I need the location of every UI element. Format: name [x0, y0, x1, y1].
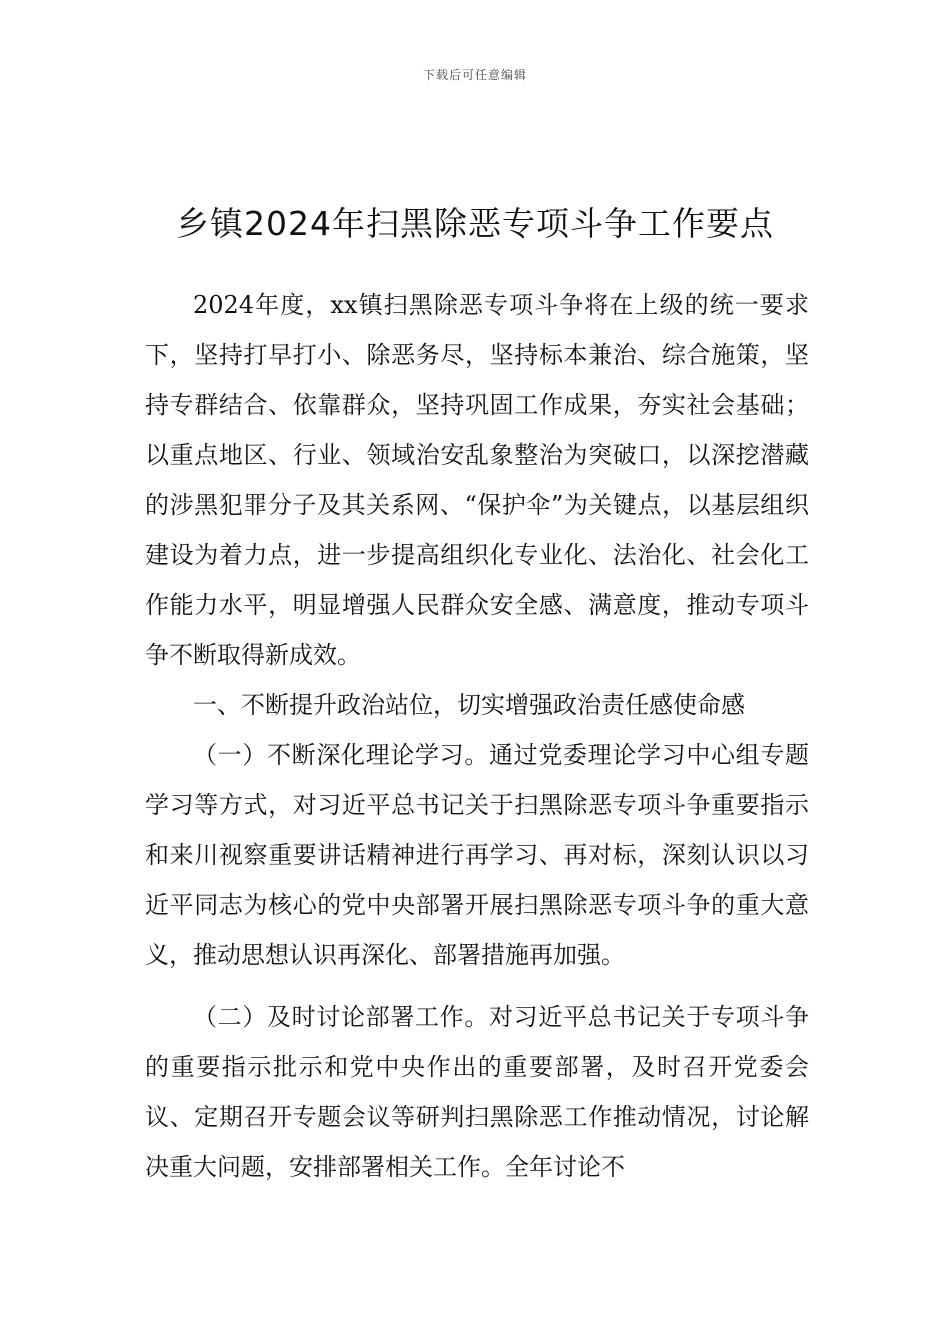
document-title: 乡镇2024年扫黑除恶专项斗争工作要点: [176, 204, 774, 244]
paragraph-intro: 2024年度，xx镇扫黑除恶专项斗争将在上级的统一要求下，坚持打早打小、除恶务尽，坚持标本兼治、综合施策，坚持专群结合、依靠群众，坚持巩固工作成果，夯实社会基础；以重点地区、行业、领域治安乱象整治为突破口，以深挖潜藏的涉黑犯罪分子及其关系网、“保护伞”为关键点，以基层组织建设为着力点，进一步提高组织化专业化、法治化、社会化工作能力水平，明显增强人民群众安全感、满意度，推动专项斗争不断取得新成效。: [145, 291, 809, 669]
paragraph-item-2: （二）及时讨论部署工作。对习近平总书记关于专项斗争的重要指示批示和党中央作出的重要部署，及时召开党委会议、定期召开专题会议等研判扫黑除恶工作推动情况，讨论解决重大问题，安排部署相关工作。全年讨论不: [145, 1003, 809, 1181]
paragraph-item-1: （一）不断深化理论学习。通过党委理论学习中心组专题学习等方式，对习近平总书记关于扫黑除恶专项斗争重要指示和来川视察重要讲话精神进行再学习、再对标，深刻认识以习近平同志为核心的党中央部署开展扫黑除恶专项斗争的重大意义，推动思想认识再深化、部署措施再加强。: [145, 741, 809, 969]
document-body: [145, 280, 809, 1192]
header-note: 下载后可任意编辑: [422, 68, 527, 82]
section-heading-1: 一、不断提升政治站位，切实增强政治责任感使命感: [193, 691, 745, 719]
